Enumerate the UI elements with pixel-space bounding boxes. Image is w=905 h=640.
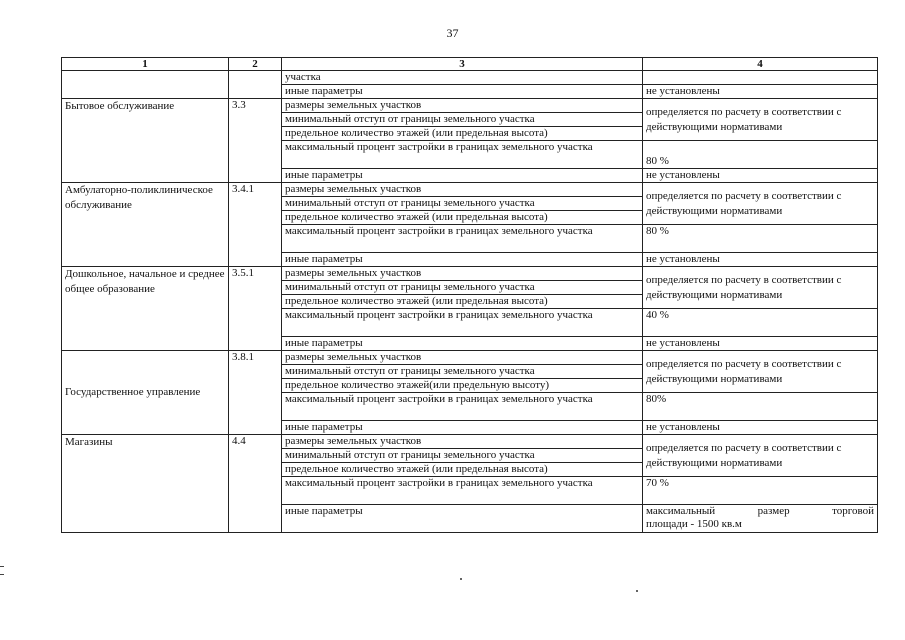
- value-word: максимальный: [646, 505, 716, 517]
- land-use-code: 3.4.1: [229, 183, 282, 267]
- value-word: размер: [757, 505, 790, 517]
- value-cell: не установлены: [643, 169, 878, 183]
- empty-name-cell: [62, 71, 229, 99]
- value-cell: 40 %: [643, 309, 878, 337]
- value-cell: 80 %: [643, 225, 878, 253]
- table-row: [62, 351, 878, 365]
- param-cell: максимальный процент застройки в границах земельного участка: [282, 393, 643, 421]
- param-cell: предельное количество этажей (или предельная высота): [282, 463, 643, 477]
- land-use-code: 3.8.1: [229, 351, 282, 435]
- value-cell: определяется по расчету в соответствии с действующими нормативами: [643, 351, 878, 393]
- table-row: [62, 435, 878, 449]
- value-line: площади - 1500 кв.м: [646, 518, 742, 530]
- value-cell: 80%: [643, 393, 878, 421]
- value-cell: не установлены: [643, 421, 878, 435]
- column-header-4: 4: [643, 58, 878, 71]
- column-header-2: 2: [229, 58, 282, 71]
- param-cell: максимальный процент застройки в границах земельного участка: [282, 477, 643, 505]
- table-row: [62, 183, 878, 197]
- value-cell: определяется по расчету в соответствии с действующими нормативами: [643, 267, 878, 309]
- regulations-table: [61, 57, 878, 533]
- param-cell: максимальный процент застройки в границах земельного участка: [282, 309, 643, 337]
- value-cell: 80 %: [643, 141, 878, 169]
- value-cell: определяется по расчету в соответствии с действующими нормативами: [643, 99, 878, 141]
- scan-edge-mark: [0, 566, 4, 575]
- param-cell: предельное количество этажей (или предельная высота): [282, 295, 643, 309]
- table-row: [62, 71, 878, 85]
- value-cell: [643, 71, 878, 85]
- table-row: [62, 99, 878, 113]
- param-cell: иные параметры: [282, 253, 643, 267]
- land-use-name: Бытовое обслуживание: [62, 99, 229, 183]
- param-cell: минимальный отступ от границы земельного участка: [282, 197, 643, 211]
- land-use-name: Дошкольное, начальное и среднее общее образование: [62, 267, 229, 351]
- value-cell: определяется по расчету в соответствии с действующими нормативами: [643, 183, 878, 225]
- scan-speck: [460, 578, 462, 580]
- land-use-code: 3.3: [229, 99, 282, 183]
- land-use-name: Магазины: [62, 435, 229, 533]
- value-cell: не установлены: [643, 253, 878, 267]
- column-header-3: 3: [282, 58, 643, 71]
- table-row: [62, 267, 878, 281]
- param-cell: размеры земельных участков: [282, 267, 643, 281]
- land-use-name: Государственное управление: [62, 351, 229, 435]
- param-cell: размеры земельных участков: [282, 99, 643, 113]
- land-use-code: 3.5.1: [229, 267, 282, 351]
- param-cell: размеры земельных участков: [282, 183, 643, 197]
- param-cell: предельное количество этажей (или предельная высота): [282, 211, 643, 225]
- empty-code-cell: [229, 71, 282, 99]
- param-cell: иные параметры: [282, 85, 643, 99]
- value-word: торговой: [832, 505, 874, 517]
- page-number: 37: [446, 26, 459, 40]
- param-cell: иные параметры: [282, 169, 643, 183]
- value-cell: не установлены: [643, 85, 878, 99]
- param-cell: иные параметры: [282, 337, 643, 351]
- param-cell: иные параметры: [282, 421, 643, 435]
- param-cell: максимальный процент застройки в границах земельного участка: [282, 141, 643, 169]
- param-cell: размеры земельных участков: [282, 351, 643, 365]
- table-header-row: [62, 58, 878, 71]
- value-cell: определяется по расчету в соответствии с действующими нормативами: [643, 435, 878, 477]
- param-cell: минимальный отступ от границы земельного участка: [282, 113, 643, 127]
- param-cell: предельное количество этажей (или предельная высота): [282, 127, 643, 141]
- param-cell: предельное количество этажей(или предельную высоту): [282, 379, 643, 393]
- land-use-name: Амбулаторно-поликлиническое обслуживание: [62, 183, 229, 267]
- value-cell: 70 %: [643, 477, 878, 505]
- value-cell: [643, 505, 878, 533]
- land-use-code: 4.4: [229, 435, 282, 533]
- param-cell: размеры земельных участков: [282, 435, 643, 449]
- param-cell: максимальный процент застройки в границах земельного участка: [282, 225, 643, 253]
- param-cell: минимальный отступ от границы земельного участка: [282, 281, 643, 295]
- scan-speck: [636, 590, 638, 592]
- param-cell: иные параметры: [282, 505, 643, 533]
- param-cell: минимальный отступ от границы земельного участка: [282, 365, 643, 379]
- value-line: [646, 505, 874, 518]
- param-cell: минимальный отступ от границы земельного участка: [282, 449, 643, 463]
- param-cell: участка: [282, 71, 643, 85]
- value-cell: не установлены: [643, 337, 878, 351]
- column-header-1: 1: [62, 58, 229, 71]
